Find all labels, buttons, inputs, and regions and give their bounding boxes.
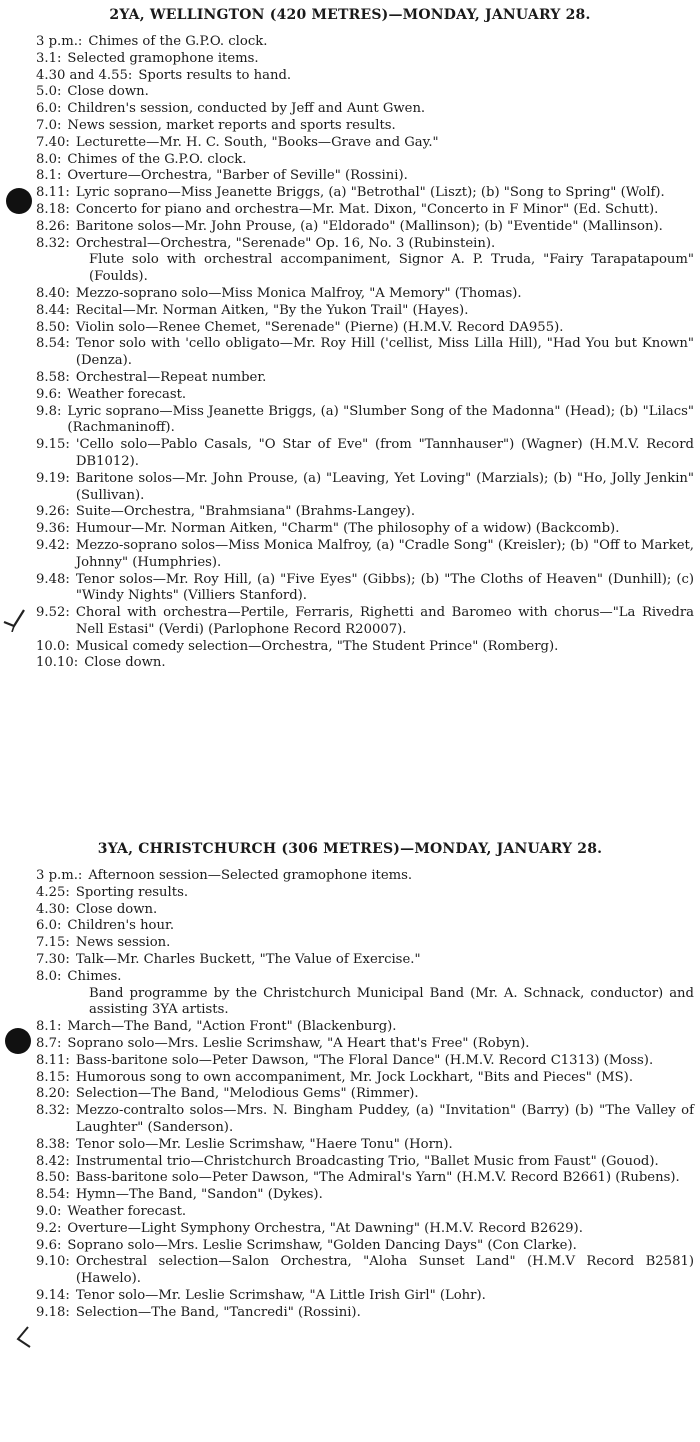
entry-time: 8.11: <box>36 1052 70 1068</box>
entry-text: Tenor solo—Mr. Leslie Scrimshaw, "Haere Tonu" (Horn). <box>75 1136 453 1152</box>
entry-time: 9.42: <box>36 537 70 553</box>
programme-entry <box>0 986 700 1020</box>
entry-text: Violin solo—Renee Chemet, "Serenade" (Pierne) (H.M.V. Record DA955). <box>75 319 564 335</box>
entry-time: 8.32: <box>36 1103 70 1119</box>
entry-time: 8.18: <box>36 201 70 217</box>
entry-text: Children's session, conducted by Jeff and Aunt Gwen. <box>67 101 426 117</box>
programme-entry <box>0 1053 700 1070</box>
tick-mark-icon <box>6 1325 32 1351</box>
entry-text: Soprano solo—Mrs. Leslie Scrimshaw, "Golden Dancing Days" (Con Clarke). <box>67 1237 577 1253</box>
entry-time: 3 p.m.: <box>36 34 83 49</box>
entry-text: Band programme by the Christchurch Municipal Band (Mr. A. Schnack, conductor) and assisting 3YA artists. <box>89 985 694 1018</box>
programme-entry <box>0 68 700 85</box>
entry-text: Orchestral selection—Salon Orchestra, "Aloha Sunset Land" (H.M.V Record B2581) (Hawelo). <box>75 1254 694 1287</box>
entry-text: Children's hour. <box>67 918 175 934</box>
programme-entry <box>0 605 700 639</box>
programme-entry <box>0 521 700 538</box>
christchurch-programme <box>0 838 700 1322</box>
entry-text: Concerto for piano and orchestra—Mr. Mat. Dixon, "Concerto in F Minor" (Ed. Schutt). <box>75 201 659 217</box>
entry-text: Orchestral—Repeat number. <box>75 369 267 385</box>
entry-text: Afternoon session—Selected gramophone items. <box>88 868 413 883</box>
entry-time: 8.42: <box>36 1153 70 1169</box>
entry-time: 9.48: <box>36 571 70 587</box>
entry-text: Close down. <box>75 901 158 917</box>
entry-time: 9.26: <box>36 504 70 520</box>
entry-text: Chimes of the G.P.O. clock. <box>88 34 268 49</box>
entry-text: Suite—Orchestra, "Brahmsiana" (Brahms-Langey). <box>75 504 416 520</box>
entry-text: Bass-baritone solo—Peter Dawson, "The Floral Dance" (H.M.V. Record C1313) (Moss). <box>75 1052 654 1068</box>
entry-text: Selection—The Band, "Tancredi" (Rossini). <box>75 1304 361 1320</box>
entry-time: 8.7: <box>36 1035 62 1051</box>
programme-entry <box>0 236 700 253</box>
programme-entry <box>0 202 700 219</box>
entry-text: Lecturette—Mr. H. C. South, "Books—Grave and Gay." <box>75 134 439 150</box>
entry-time: 8.50: <box>36 1170 70 1186</box>
entry-time: 9.6: <box>36 386 62 402</box>
wellington-entries <box>0 34 700 672</box>
programme-entry <box>0 387 700 404</box>
entry-text: Instrumental trio—Christchurch Broadcasting Trio, "Ballet Music from Faust" (Gouod). <box>75 1153 659 1169</box>
entry-text: Tenor solo with 'cello obligato—Mr. Roy Hill ('cellist, Miss Lilla Hill), "Had You but Known" (Denza). <box>75 336 694 369</box>
programme-entry <box>0 101 700 118</box>
entry-time: 10.10: <box>36 655 79 671</box>
entry-time: 8.38: <box>36 1136 70 1152</box>
entry-time: 8.0: <box>36 151 62 167</box>
wellington-heading: 2YA, WELLINGTON (420 METRES)—MONDAY, JANUARY 28. <box>109 7 591 23</box>
entry-text: News session. <box>75 935 171 951</box>
entry-time: 7.15: <box>36 935 70 951</box>
entry-time: 9.10: <box>36 1254 70 1270</box>
programme-entry <box>0 1086 700 1103</box>
entry-text: Mezzo-contralto solos—Mrs. N. Bingham Puddey, (a) "Invitation" (Barry) (b) "The Valley of Laughter" (Sanderson). <box>75 1103 694 1135</box>
programme-entry <box>0 1070 700 1087</box>
programme-entry <box>0 336 700 370</box>
programme-entry <box>0 885 700 902</box>
programme-entry <box>0 303 700 320</box>
programme-entry <box>0 1019 700 1036</box>
programme-entry <box>0 152 700 169</box>
entry-time: 8.58: <box>36 369 70 385</box>
entry-text: Overture—Orchestra, "Barber of Seville" (Rossini). <box>67 168 408 184</box>
programme-entry <box>0 952 700 969</box>
entry-text: Bass-baritone solo—Peter Dawson, "The Admiral's Yarn" (H.M.V. Record B2661) (Rubens). <box>75 1170 680 1186</box>
programme-entry <box>0 34 700 51</box>
tick-mark-icon <box>2 606 28 632</box>
programme-entry <box>0 572 700 606</box>
entry-text: Baritone solos—Mr. John Prouse, (a) "Eldorado" (Mallinson); (b) "Eventide" (Mallinson). <box>75 218 663 234</box>
entry-text: Recital—Mr. Norman Aitken, "By the Yukon Trail" (Hayes). <box>75 302 469 318</box>
entry-time: 9.2: <box>36 1220 62 1236</box>
programme-entry <box>0 320 700 337</box>
christchurch-entries <box>0 868 700 1322</box>
entry-text: Humorous song to own accompaniment, Mr. Jock Lockhart, "Bits and Pieces" (MS). <box>75 1069 634 1085</box>
programme-entry <box>0 252 700 286</box>
entry-time: 8.1: <box>36 1019 62 1035</box>
entry-text: 'Cello solo—Pablo Casals, "O Star of Eve" (from "Tannhauser") (Wagner) (H.M.V. Record DB1012). <box>75 437 694 469</box>
programme-entry <box>0 84 700 101</box>
entry-text: Orchestral—Orchestra, "Serenade" Op. 16, No. 3 (Rubinstein). <box>75 235 496 251</box>
entry-time: 8.50: <box>36 319 70 335</box>
entry-text: Musical comedy selection—Orchestra, "The Student Prince" (Romberg). <box>75 638 559 654</box>
entry-text: Talk—Mr. Charles Buckett, "The Value of Exercise." <box>75 951 421 967</box>
entry-text: Chimes of the G.P.O. clock. <box>67 151 247 167</box>
entry-time: 3.1: <box>36 50 62 66</box>
entry-text: Selected gramophone items. <box>67 50 259 66</box>
programme-entry <box>0 51 700 68</box>
entry-time: 4.30 and 4.55: <box>36 67 133 83</box>
entry-text: Mezzo-soprano solos—Miss Monica Malfroy, (a) "Cradle Song" (Kreisler); (b) "Off to Market, Johnny" (Humphries). <box>75 537 694 570</box>
programme-entry <box>0 918 700 935</box>
entry-text: Flute solo with orchestral accompaniment, Signor A. P. Truda, "Fairy Tarapatapoum" (Foulds). <box>89 252 694 285</box>
entry-text: Choral with orchestra—Pertile, Ferraris, Righetti and Baromeo with chorus—"La Rivedra Nell Estasi" (Verdi) (Parlophone Record R20007). <box>75 605 694 637</box>
entry-time: 9.14: <box>36 1287 70 1303</box>
programme-entry <box>0 639 700 656</box>
programme-entry <box>0 1221 700 1238</box>
entry-time: 9.0: <box>36 1203 62 1219</box>
entry-time: 9.36: <box>36 521 70 537</box>
programme-entry <box>0 1103 700 1137</box>
programme-entry <box>0 219 700 236</box>
entry-time: 6.0: <box>36 101 62 117</box>
programme-entry <box>0 969 700 986</box>
programme-entry <box>0 902 700 919</box>
entry-text: Sports results to hand. <box>138 67 292 83</box>
entry-time: 7.30: <box>36 951 70 967</box>
entry-time: 8.20: <box>36 1086 70 1102</box>
programme-entry <box>0 135 700 152</box>
entry-text: Lyric soprano—Miss Jeanette Briggs, (a) "Betrothal" (Liszt); (b) "Song to Spring" (Wolf). <box>75 185 665 201</box>
entry-text: Weather forecast. <box>67 1203 187 1219</box>
programme-entry <box>0 1170 700 1187</box>
entry-text: Tenor solo—Mr. Leslie Scrimshaw, "A Little Irish Girl" (Lohr). <box>75 1287 486 1303</box>
entry-time: 4.30: <box>36 901 70 917</box>
programme-entry <box>0 185 700 202</box>
programme-entry <box>0 538 700 572</box>
entry-time: 3 p.m.: <box>36 868 83 883</box>
entry-text: Hymn—The Band, "Sandon" (Dykes). <box>75 1187 323 1203</box>
entry-text: Weather forecast. <box>67 386 187 402</box>
entry-text: Overture—Light Symphony Orchestra, "At Dawning" (H.M.V. Record B2629). <box>67 1220 583 1236</box>
entry-time: 5.0: <box>36 84 62 100</box>
programme-entry <box>0 504 700 521</box>
entry-text: Mezzo-soprano solo—Miss Monica Malfroy, "A Memory" (Thomas). <box>75 285 522 301</box>
entry-time: 10.0: <box>36 638 70 654</box>
christchurch-heading: 3YA, CHRISTCHURCH (306 METRES)—MONDAY, JANUARY 28. <box>97 841 603 857</box>
entry-time: 8.40: <box>36 285 70 301</box>
entry-text: Baritone solos—Mr. John Prouse, (a) "Leaving, Yet Loving" (Marzials); (b) "Ho, Jolly Jenkin" (Sullivan). <box>75 470 694 503</box>
programme-entry <box>0 1036 700 1053</box>
entry-text: News session, market reports and sports results. <box>67 117 396 133</box>
wellington-programme <box>0 4 700 672</box>
entry-time: 9.19: <box>36 470 70 486</box>
entry-time: 6.0: <box>36 918 62 934</box>
programme-entry <box>0 655 700 672</box>
entry-time: 9.15: <box>36 437 70 453</box>
entry-text: March—The Band, "Action Front" (Blackenburg). <box>67 1019 397 1035</box>
programme-entry <box>0 471 700 505</box>
programme-entry <box>0 1137 700 1154</box>
entry-text: Humour—Mr. Norman Aitken, "Charm" (The philosophy of a widow) (Backcomb). <box>75 521 620 537</box>
programme-entry <box>0 370 700 387</box>
entry-time: 4.25: <box>36 884 70 900</box>
entry-text: Chimes. <box>67 968 122 984</box>
entry-time: 9.52: <box>36 605 70 621</box>
ink-blot-mark <box>6 188 32 214</box>
entry-text: Close down. <box>67 84 149 100</box>
programme-entry <box>0 1254 700 1288</box>
entry-time: 8.11: <box>36 185 70 201</box>
entry-time: 8.54: <box>36 336 70 352</box>
programme-entry <box>0 1238 700 1255</box>
entry-time: 8.44: <box>36 302 70 318</box>
entry-text: Sporting results. <box>75 884 189 900</box>
entry-time: 8.15: <box>36 1069 70 1085</box>
entry-text: Soprano solo—Mrs. Leslie Scrimshaw, "A Heart that's Free" (Robyn). <box>67 1035 530 1051</box>
programme-entry <box>0 404 700 438</box>
entry-time: 9.18: <box>36 1304 70 1320</box>
programme-entry <box>0 935 700 952</box>
entry-time: 9.8: <box>36 403 62 419</box>
entry-time: 9.6: <box>36 1237 62 1253</box>
entry-text: Selection—The Band, "Melodious Gems" (Rimmer). <box>75 1086 419 1102</box>
entry-time: 7.0: <box>36 117 62 133</box>
entry-time: 7.40: <box>36 134 70 150</box>
programme-entry <box>0 868 700 885</box>
entry-time: 8.54: <box>36 1187 70 1203</box>
programme-entry <box>0 168 700 185</box>
programme-entry <box>0 1154 700 1171</box>
entry-text: Lyric soprano—Miss Jeanette Briggs, (a) "Slumber Song of the Madonna" (Head); (b) "Lilacs" (Rachmaninoff). <box>67 403 694 436</box>
entry-time: 8.1: <box>36 168 62 184</box>
programme-entry <box>0 437 700 471</box>
programme-entry <box>0 118 700 135</box>
programme-entry <box>0 286 700 303</box>
entry-text: Tenor solos—Mr. Roy Hill, (a) "Five Eyes" (Gibbs); (b) "The Cloths of Heaven" (Dunhill); (c) "Windy Nights" (Villiers Stanford). <box>75 571 694 604</box>
programme-entry <box>0 1204 700 1221</box>
programme-entry <box>0 1288 700 1305</box>
programme-entry <box>0 1305 700 1322</box>
entry-text: Close down. <box>84 655 166 671</box>
entry-time: 8.0: <box>36 968 62 984</box>
entry-time: 8.26: <box>36 218 70 234</box>
entry-time: 8.32: <box>36 235 70 251</box>
ink-blot-mark <box>5 1028 31 1054</box>
programme-entry <box>0 1187 700 1204</box>
